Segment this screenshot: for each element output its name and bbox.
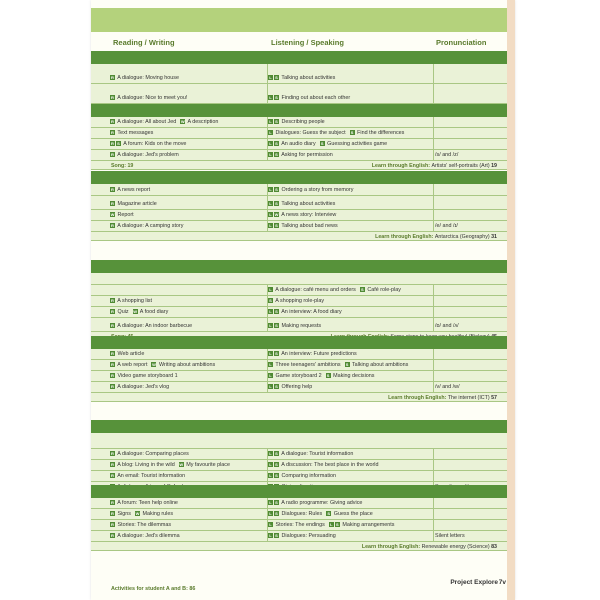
learn-through-english-page: 83: [491, 544, 497, 550]
column-divider: [433, 460, 434, 470]
skill-icon: S: [350, 130, 354, 136]
learn-through-english-topic: The internet (ICT): [447, 395, 492, 401]
skill-icon: L: [269, 141, 272, 147]
reading-writing-cell: [110, 323, 192, 329]
skill-icon: L: [269, 212, 272, 218]
header-listening-speaking: Listening / Speaking: [271, 38, 344, 47]
skill-icon: R: [111, 298, 114, 304]
skill-icon: R: [111, 141, 114, 147]
skill-icon: S: [275, 384, 278, 390]
pronunciation-cell: /ɒ/ and /ʌ/: [435, 323, 459, 329]
activity-text: A dialogue: An indoor barbecue: [116, 323, 193, 329]
skill-icon: R: [111, 473, 114, 479]
table-row: [91, 349, 507, 360]
activity-text: An interview: A food diary: [280, 309, 342, 315]
activity-text: My favourite place: [184, 462, 230, 468]
table-row: [91, 196, 507, 210]
skill-icon: R: [111, 533, 114, 539]
activity-text: A shopping list: [116, 298, 152, 304]
skill-icon: S: [275, 462, 278, 468]
skill-icon: R: [111, 351, 114, 357]
skill-icon: L: [269, 323, 272, 329]
skill-icon: L: [269, 287, 272, 293]
skill-icon: L: [269, 362, 272, 368]
header-reading-writing: Reading / Writing: [113, 38, 175, 47]
learn-through-english-page: 31: [491, 234, 497, 240]
table-row: [91, 210, 507, 221]
skill-icon: W: [179, 462, 184, 468]
skill-icon: L: [269, 130, 272, 136]
column-divider: [433, 498, 434, 508]
table-row: [91, 498, 507, 509]
pronunciation-cell: Silent letters: [435, 533, 465, 539]
learn-through-english: [372, 163, 497, 169]
skill-icon: S: [275, 187, 278, 193]
reading-writing-cell: [110, 187, 150, 193]
activity-text: A news story: Interview: [280, 212, 337, 218]
column-divider: [433, 349, 434, 359]
skill-icon: R: [111, 119, 114, 125]
column-divider: [433, 139, 434, 149]
listening-speaking-cell: [268, 451, 353, 457]
listening-speaking-cell: [268, 500, 362, 506]
activity-text: A forum: Teen help online: [116, 500, 178, 506]
table-row: [91, 296, 507, 307]
listening-speaking-cell: [268, 362, 408, 368]
pronunciation-cell: /s/ and /z/: [435, 152, 459, 158]
listening-speaking-cell: [268, 287, 401, 293]
listening-speaking-cell: [268, 130, 404, 136]
skill-icon: S: [275, 152, 278, 158]
skill-icon: R: [111, 223, 114, 229]
table-row: [91, 531, 507, 542]
listening-speaking-cell: [268, 384, 312, 390]
learn-through-english-label: Learn through English:: [388, 395, 448, 401]
table-row: [91, 360, 507, 371]
listening-speaking-cell: [268, 323, 321, 329]
skill-icon: R: [111, 462, 114, 468]
activity-text: Making arrangements: [340, 522, 395, 528]
skill-icon: R: [111, 201, 114, 207]
skill-icon: S: [275, 223, 278, 229]
reading-writing-cell: [110, 384, 169, 390]
reading-writing-cell: [110, 298, 152, 304]
skill-icon: S: [275, 141, 278, 147]
table-row: [91, 382, 507, 393]
activity-text: A forum: Kids on the move: [122, 141, 187, 147]
skill-icon: R: [111, 309, 114, 315]
activity-text: A dialogue: Comparing places: [116, 451, 189, 457]
activity-text: A dialogue: Jed's dilemma: [116, 533, 180, 539]
skill-icon: S: [275, 451, 278, 457]
skill-icon: L: [269, 351, 272, 357]
activity-text: Making rules: [140, 511, 174, 517]
column-divider: [433, 210, 434, 220]
column-divider: [433, 128, 434, 138]
skill-icon: W: [110, 212, 115, 218]
column-divider: [433, 509, 434, 519]
song-reference: Song: 19: [111, 163, 134, 169]
blank-row: [91, 433, 507, 449]
activity-text: An interview: Future predictions: [280, 351, 357, 357]
column-divider: [433, 449, 434, 459]
column-divider: [433, 64, 434, 83]
skill-icon: S: [275, 473, 278, 479]
activity-text: Talking about ambitions: [350, 362, 409, 368]
skill-icon: L: [269, 462, 272, 468]
reading-writing-cell: [110, 473, 185, 479]
skill-icon: R: [111, 130, 114, 136]
activity-text: An email: Tourist information: [116, 473, 186, 479]
activity-text: Café role-play: [365, 287, 401, 293]
table-row: [91, 307, 507, 318]
reading-writing-cell: [110, 201, 157, 207]
reading-writing-cell: [110, 119, 218, 125]
activity-text: Talking about activities: [280, 201, 336, 207]
activities-note: Activities for student A and B: 86: [111, 586, 196, 592]
activity-text: Game storyboard 2: [274, 373, 322, 379]
reading-writing-cell: [110, 351, 144, 357]
skill-icon: S: [327, 511, 331, 517]
skill-icon: S: [269, 298, 272, 304]
reading-writing-cell: [110, 212, 134, 218]
activity-text: Text messages: [116, 130, 154, 136]
activity-text: A food diary: [138, 309, 169, 315]
skill-icon: W: [152, 362, 156, 368]
activity-text: Three teenagers' ambitions: [274, 362, 341, 368]
table-row: [91, 64, 507, 84]
skill-icon: W: [180, 119, 185, 125]
column-divider: [433, 196, 434, 209]
skill-icon: W: [274, 212, 279, 218]
skill-icon: L: [269, 533, 272, 539]
top-banner: [91, 8, 507, 32]
header-pronunciation: Pronunciation: [436, 38, 487, 47]
listening-speaking-cell: [268, 373, 375, 379]
page-edge-tab: [507, 0, 515, 600]
activity-text: Comparing information: [280, 473, 337, 479]
table-row: [91, 520, 507, 531]
reading-writing-cell: [110, 75, 179, 81]
unit-header-bar: [91, 485, 507, 498]
activity-text: A dialogue: Jed's problem: [116, 152, 179, 158]
skill-icon: S: [320, 141, 324, 147]
learn-through-english-row: [91, 542, 507, 551]
listening-speaking-cell: [268, 119, 325, 125]
skill-icon: L: [269, 75, 272, 81]
activity-text: Dialogues: Rules: [280, 511, 323, 517]
skill-icon: R: [111, 75, 114, 81]
activity-text: An audio diary: [280, 141, 316, 147]
activity-text: Asking for permission: [280, 152, 333, 158]
reading-writing-cell: [110, 522, 171, 528]
activity-text: Report: [116, 212, 134, 218]
reading-writing-cell: [110, 95, 187, 101]
listening-speaking-cell: [268, 201, 335, 207]
skill-icon: L: [269, 511, 272, 517]
learn-through-english-row: [91, 161, 507, 170]
column-divider: [433, 221, 434, 231]
listening-speaking-cell: [268, 298, 324, 304]
column-divider: [433, 382, 434, 392]
activity-text: Quiz: [116, 309, 129, 315]
activity-text: A dialogue: café menu and orders: [274, 287, 356, 293]
learn-through-english-row: [91, 232, 507, 241]
activity-text: A web report: [116, 362, 148, 368]
skill-icon: L: [269, 187, 272, 193]
activity-text: Talking about activities: [280, 75, 336, 81]
skill-icon: S: [275, 323, 278, 329]
table-row: [91, 221, 507, 232]
skill-icon: W: [135, 511, 140, 517]
brand-name: Project Explore: [450, 579, 498, 586]
listening-speaking-cell: [268, 511, 373, 517]
skill-icon: L: [269, 152, 272, 158]
column-divider: [433, 184, 434, 195]
skill-icon: L: [269, 373, 272, 379]
activity-text: A description: [186, 119, 219, 125]
column-divider: [433, 531, 434, 541]
activity-text: A blog: Living in the wild: [116, 462, 175, 468]
learn-through-english-row: [91, 393, 507, 402]
listening-speaking-cell: [268, 533, 336, 539]
activity-text: A radio programme: Giving advice: [280, 500, 363, 506]
activity-text: A dialogue: Moving house: [116, 75, 179, 81]
table-row: [91, 139, 507, 150]
column-divider: [433, 318, 434, 331]
table-row: [91, 318, 507, 332]
unit-header-bar: [91, 336, 507, 349]
page-number: 7v: [498, 579, 506, 586]
reading-writing-cell: [110, 462, 230, 468]
reading-writing-cell: [110, 451, 189, 457]
activity-text: A dialogue: Tourist information: [280, 451, 354, 457]
skill-icon: S: [275, 309, 278, 315]
table-row: [91, 509, 507, 520]
activity-text: A news report: [116, 187, 151, 193]
skill-icon: R: [111, 187, 114, 193]
skill-icon: L: [269, 119, 272, 125]
skill-icon: S: [275, 119, 278, 125]
learn-through-english-topic: Renewable energy (Science): [421, 544, 492, 550]
table-row: [91, 117, 507, 128]
skill-icon: R: [111, 500, 114, 506]
activity-text: Finding out about each other: [280, 95, 351, 101]
activity-text: A dialogue: Jed's vlog: [116, 384, 170, 390]
column-divider: [433, 307, 434, 317]
learn-through-english-page: 19: [491, 163, 497, 169]
learn-through-english: [375, 234, 497, 240]
skill-icon: R: [111, 511, 114, 517]
activity-text: A dialogue: A camping story: [116, 223, 184, 229]
learn-through-english: [388, 395, 497, 401]
pronunciation-cell: /e/ and /ɪ/: [435, 223, 458, 229]
listening-speaking-cell: [268, 351, 357, 357]
reading-writing-cell: [110, 373, 178, 379]
column-divider: [433, 471, 434, 481]
column-divider: [433, 360, 434, 370]
skill-icon: S: [275, 75, 278, 81]
reading-writing-cell: [110, 152, 179, 158]
skill-icon: L: [269, 201, 272, 207]
activity-text: Guess the place: [332, 511, 373, 517]
activity-text: Find the differences: [355, 130, 405, 136]
activity-text: Dialogues: Persuading: [280, 533, 336, 539]
activity-text: Stories: The endings: [274, 522, 325, 528]
skill-icon: L: [330, 522, 333, 528]
skill-icon: W: [133, 309, 137, 315]
learn-through-english-page: 57: [491, 395, 497, 401]
blank-row: [91, 273, 507, 285]
learn-through-english: [362, 544, 497, 550]
table-row: [91, 449, 507, 460]
activity-text: Dialogues: Guess the subject: [274, 130, 346, 136]
skill-icon: L: [269, 309, 272, 315]
skill-icon: R: [111, 95, 114, 101]
skill-icon: R: [111, 373, 114, 379]
activity-text: Offering help: [280, 384, 313, 390]
learn-through-english-label: Learn through English:: [375, 234, 435, 240]
activity-text: Signs: [116, 511, 131, 517]
listening-speaking-cell: [268, 141, 387, 147]
listening-speaking-cell: [268, 462, 379, 468]
skill-icon: R: [111, 323, 114, 329]
table-row: [91, 184, 507, 196]
skill-icon: L: [269, 223, 272, 229]
unit-header-bar: [91, 260, 507, 273]
listening-speaking-cell: [268, 473, 336, 479]
skill-icon: R: [111, 152, 114, 158]
activity-text: Guessing activities game: [325, 141, 388, 147]
listening-speaking-cell: [268, 152, 333, 158]
skill-icon: S: [336, 522, 339, 528]
table-row: [91, 150, 507, 161]
learn-through-english-topic: Antarctica (Geography): [434, 234, 492, 240]
learn-through-english-label: Learn through English:: [371, 163, 432, 169]
skill-icon: L: [269, 451, 272, 457]
unit-header-bar: [91, 104, 507, 117]
unit-header-bar: [91, 51, 507, 64]
reading-writing-cell: [110, 130, 153, 136]
skill-icon: S: [275, 201, 278, 207]
reading-writing-cell: [110, 223, 183, 229]
reading-writing-cell: [110, 533, 180, 539]
skill-icon: S: [326, 373, 330, 379]
skill-icon: L: [269, 384, 272, 390]
activity-text: Describing people: [280, 119, 325, 125]
skill-icon: L: [269, 95, 272, 101]
learn-through-english-label: Learn through English:: [361, 544, 422, 550]
skill-icon: S: [275, 533, 278, 539]
column-divider: [433, 84, 434, 103]
reading-writing-cell: [110, 500, 178, 506]
unit-header-bar: [91, 171, 507, 184]
table-row: [91, 371, 507, 382]
skill-icon: S: [345, 362, 349, 368]
activity-text: A shopping role-play: [274, 298, 325, 304]
reading-writing-cell: [110, 309, 168, 315]
skill-icon: R: [111, 522, 114, 528]
activity-text: Making decisions: [331, 373, 375, 379]
listening-speaking-cell: [268, 309, 342, 315]
skill-icon: S: [275, 351, 278, 357]
activity-text: Talking about bad news: [280, 223, 338, 229]
activity-text: A dialogue: Nice to meet you!: [116, 95, 188, 101]
table-row: [91, 460, 507, 471]
listening-speaking-cell: [268, 522, 394, 528]
activity-text: Making requests: [280, 323, 322, 329]
activity-text: Stories: The dilemmas: [116, 522, 172, 528]
skill-icon: S: [275, 95, 278, 101]
column-divider: [433, 150, 434, 160]
activity-text: Ordering a story from memory: [280, 187, 354, 193]
activity-text: A discussion: The best place in the world: [280, 462, 379, 468]
activity-text: Video game storyboard 1: [116, 373, 178, 379]
column-divider: [433, 520, 434, 530]
table-row: [91, 471, 507, 482]
pronunciation-cell: /v/ and /w/: [435, 384, 460, 390]
reading-writing-cell: [110, 141, 186, 147]
listening-speaking-cell: [268, 95, 350, 101]
skill-icon: L: [269, 473, 272, 479]
skill-icon: S: [117, 141, 120, 147]
table-row: [91, 84, 507, 104]
reading-writing-cell: [110, 362, 215, 368]
column-divider: [433, 296, 434, 306]
reading-writing-cell: [110, 511, 173, 517]
listening-speaking-cell: [268, 75, 335, 81]
skill-icon: L: [269, 500, 272, 506]
activity-text: A dialogue: All about Jed: [116, 119, 177, 125]
listening-speaking-cell: [268, 223, 338, 229]
column-divider: [433, 117, 434, 127]
activity-text: Writing about ambitions: [157, 362, 216, 368]
column-headers: [91, 38, 507, 52]
listening-speaking-cell: [268, 212, 336, 218]
table-row: [91, 285, 507, 296]
learn-through-english-topic: Artists' self-portraits (Art): [431, 163, 492, 169]
skill-icon: S: [275, 500, 278, 506]
skill-icon: S: [360, 287, 364, 293]
skill-icon: R: [111, 451, 114, 457]
column-divider: [433, 371, 434, 381]
column-divider: [433, 285, 434, 295]
skill-icon: R: [111, 384, 114, 390]
activity-text: Web article: [116, 351, 145, 357]
skill-icon: R: [111, 362, 114, 368]
unit-header-bar: [91, 420, 507, 433]
table-row: [91, 128, 507, 139]
skill-icon: L: [269, 522, 272, 528]
skill-icon: S: [275, 511, 278, 517]
activity-text: Magazine article: [116, 201, 157, 207]
listening-speaking-cell: [268, 187, 353, 193]
